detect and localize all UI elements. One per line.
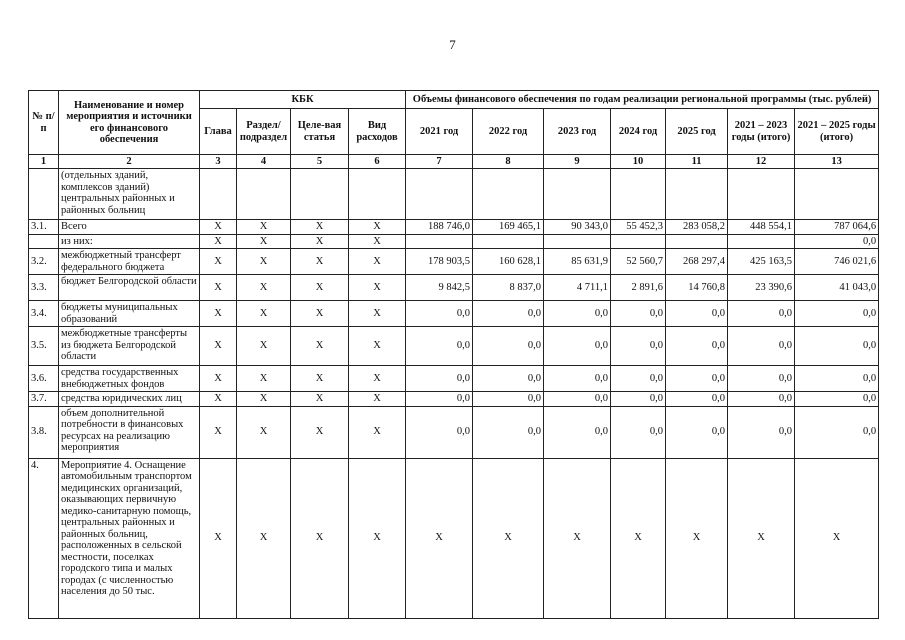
table-row: [29, 220, 879, 235]
value-cell: 0,0: [611, 392, 666, 407]
value-cell: 0,0: [795, 406, 879, 458]
value-cell: 169 465,1: [473, 220, 544, 235]
kbk-cell: X: [291, 275, 349, 301]
value-cell: X: [473, 458, 544, 618]
financing-table: [28, 90, 879, 619]
kbk-cell: X: [237, 234, 291, 249]
kbk-cell: X: [237, 249, 291, 275]
kbk-cell: X: [200, 366, 237, 392]
row-number-cell: 3.2.: [29, 249, 59, 275]
value-cell: [795, 169, 879, 220]
table-row: [29, 234, 879, 249]
kbk-cell: X: [291, 392, 349, 407]
kbk-cell: X: [349, 301, 406, 327]
value-cell: 448 554,1: [728, 220, 795, 235]
row-number-cell: [29, 234, 59, 249]
column-number: 11: [666, 155, 728, 169]
value-cell: X: [406, 458, 473, 618]
value-cell: 0,0: [666, 301, 728, 327]
column-number: 13: [795, 155, 879, 169]
header-year-col: 2022 год: [473, 109, 544, 155]
row-name-cell: Всего: [59, 220, 200, 235]
value-cell: 0,0: [728, 366, 795, 392]
value-cell: 0,0: [406, 327, 473, 366]
value-cell: 0,0: [728, 392, 795, 407]
header-year-col: 2021 – 2023 годы (итого): [728, 109, 795, 155]
row-number-cell: 3.7.: [29, 392, 59, 407]
header-year-col: 2025 год: [666, 109, 728, 155]
value-cell: 0,0: [728, 301, 795, 327]
page-number: 7: [449, 37, 456, 52]
row-number-cell: 3.6.: [29, 366, 59, 392]
column-number: 8: [473, 155, 544, 169]
value-cell: [406, 234, 473, 249]
value-cell: 9 842,5: [406, 275, 473, 301]
header-year-col: 2021 – 2025 годы (итого): [795, 109, 879, 155]
kbk-cell: X: [200, 392, 237, 407]
kbk-cell: X: [200, 406, 237, 458]
value-cell: 746 021,6: [795, 249, 879, 275]
kbk-cell: X: [349, 458, 406, 618]
column-number: 7: [406, 155, 473, 169]
value-cell: 0,0: [728, 406, 795, 458]
header-year-col: 2023 год: [544, 109, 611, 155]
value-cell: 0,0: [473, 366, 544, 392]
value-cell: [728, 234, 795, 249]
row-name-cell: бюджет Белгородской области: [59, 275, 200, 301]
column-number: 5: [291, 155, 349, 169]
row-number-cell: 3.1.: [29, 220, 59, 235]
value-cell: 0,0: [473, 327, 544, 366]
kbk-cell: X: [349, 366, 406, 392]
row-name-cell: из них:: [59, 234, 200, 249]
header-kbk-col: Вид расходов: [349, 109, 406, 155]
value-cell: 55 452,3: [611, 220, 666, 235]
table-row: [29, 458, 879, 618]
column-number: 9: [544, 155, 611, 169]
kbk-cell: X: [237, 301, 291, 327]
row-number-cell: 3.5.: [29, 327, 59, 366]
row-name-cell: объем дополнительной потребности в финансовых ресурсах на реализацию мероприятия: [59, 406, 200, 458]
value-cell: 0,0: [406, 301, 473, 327]
kbk-cell: X: [200, 301, 237, 327]
value-cell: 14 760,8: [666, 275, 728, 301]
kbk-cell: X: [237, 366, 291, 392]
row-number-cell: 3.4.: [29, 301, 59, 327]
value-cell: [544, 234, 611, 249]
kbk-cell: X: [349, 327, 406, 366]
table-row: [29, 169, 879, 220]
kbk-cell: X: [291, 301, 349, 327]
value-cell: 0,0: [666, 366, 728, 392]
kbk-cell: X: [200, 275, 237, 301]
header-kbk: КБК: [200, 91, 406, 109]
value-cell: 0,0: [795, 366, 879, 392]
header-year-col: 2021 год: [406, 109, 473, 155]
kbk-cell: X: [349, 406, 406, 458]
value-cell: [473, 234, 544, 249]
header-name: Наименование и номер мероприятия и источники его финансового обеспечения: [59, 91, 200, 155]
value-cell: 0,0: [544, 327, 611, 366]
kbk-cell: X: [200, 234, 237, 249]
table-row: [29, 406, 879, 458]
table-row: [29, 366, 879, 392]
kbk-cell: X: [349, 234, 406, 249]
value-cell: [728, 169, 795, 220]
table-row: [29, 301, 879, 327]
header-kbk-col: Раздел/ подраздел: [237, 109, 291, 155]
value-cell: 85 631,9: [544, 249, 611, 275]
table-row: [29, 275, 879, 301]
value-cell: 0,0: [666, 327, 728, 366]
value-cell: 0,0: [473, 406, 544, 458]
table-row: [29, 249, 879, 275]
kbk-cell: X: [237, 327, 291, 366]
value-cell: 787 064,6: [795, 220, 879, 235]
kbk-cell: X: [291, 327, 349, 366]
value-cell: X: [544, 458, 611, 618]
column-number: 6: [349, 155, 406, 169]
value-cell: 0,0: [544, 392, 611, 407]
value-cell: 0,0: [406, 406, 473, 458]
value-cell: 4 711,1: [544, 275, 611, 301]
value-cell: 90 343,0: [544, 220, 611, 235]
value-cell: [473, 169, 544, 220]
kbk-cell: X: [200, 327, 237, 366]
header-year-col: 2024 год: [611, 109, 666, 155]
value-cell: X: [666, 458, 728, 618]
row-name-cell: средства государственных внебюджетных фондов: [59, 366, 200, 392]
column-number: 2: [59, 155, 200, 169]
kbk-cell: [200, 169, 237, 220]
value-cell: 283 058,2: [666, 220, 728, 235]
value-cell: X: [795, 458, 879, 618]
value-cell: 0,0: [611, 406, 666, 458]
value-cell: [666, 169, 728, 220]
kbk-cell: X: [349, 220, 406, 235]
value-cell: 178 903,5: [406, 249, 473, 275]
value-cell: 0,0: [795, 327, 879, 366]
value-cell: 52 560,7: [611, 249, 666, 275]
kbk-cell: [291, 169, 349, 220]
kbk-cell: X: [291, 366, 349, 392]
value-cell: [406, 169, 473, 220]
value-cell: 0,0: [728, 327, 795, 366]
kbk-cell: [349, 169, 406, 220]
table-row: [29, 392, 879, 407]
value-cell: [544, 169, 611, 220]
value-cell: 0,0: [611, 301, 666, 327]
kbk-cell: X: [291, 458, 349, 618]
value-cell: 268 297,4: [666, 249, 728, 275]
value-cell: X: [728, 458, 795, 618]
row-name-cell: бюджеты муниципальных образований: [59, 301, 200, 327]
row-number-cell: 4.: [29, 458, 59, 618]
row-name-cell: межбюджетный трансферт федерального бюджета: [59, 249, 200, 275]
kbk-cell: X: [200, 249, 237, 275]
value-cell: [666, 234, 728, 249]
table-row: [29, 327, 879, 366]
kbk-cell: X: [237, 275, 291, 301]
value-cell: 425 163,5: [728, 249, 795, 275]
row-number-cell: [29, 169, 59, 220]
kbk-cell: X: [237, 406, 291, 458]
value-cell: 0,0: [544, 366, 611, 392]
row-name-cell: межбюджетные трансферты из бюджета Белгородской области: [59, 327, 200, 366]
kbk-cell: X: [349, 249, 406, 275]
value-cell: 0,0: [544, 406, 611, 458]
value-cell: 0,0: [795, 234, 879, 249]
value-cell: 2 891,6: [611, 275, 666, 301]
value-cell: 0,0: [406, 392, 473, 407]
kbk-cell: X: [349, 392, 406, 407]
value-cell: [611, 234, 666, 249]
column-number: 1: [29, 155, 59, 169]
column-number: 4: [237, 155, 291, 169]
value-cell: 188 746,0: [406, 220, 473, 235]
kbk-cell: X: [237, 220, 291, 235]
kbk-cell: X: [200, 220, 237, 235]
column-number-row: [29, 155, 879, 169]
kbk-cell: X: [200, 458, 237, 618]
kbk-cell: X: [237, 458, 291, 618]
column-number: 12: [728, 155, 795, 169]
value-cell: X: [611, 458, 666, 618]
value-cell: 0,0: [406, 366, 473, 392]
value-cell: 0,0: [795, 301, 879, 327]
value-cell: 41 043,0: [795, 275, 879, 301]
row-name-cell: средства юридических лиц: [59, 392, 200, 407]
row-name-cell: Мероприятие 4. Оснащение автомобильным транспортом медицинских организаций, оказывающих первичную медико-санитарную помощь, центральных районных и районных больниц, расположенных в сельской местности, поселках городского типа и малых городах (с численностью населения до 50 тыс.: [59, 458, 200, 618]
header-kbk-col: Глава: [200, 109, 237, 155]
kbk-cell: X: [349, 275, 406, 301]
kbk-cell: X: [237, 392, 291, 407]
kbk-cell: X: [291, 249, 349, 275]
header-num: № п/п: [29, 91, 59, 155]
column-number: 3: [200, 155, 237, 169]
kbk-cell: X: [291, 220, 349, 235]
value-cell: 0,0: [611, 327, 666, 366]
row-number-cell: 3.8.: [29, 406, 59, 458]
value-cell: [611, 169, 666, 220]
value-cell: 0,0: [795, 392, 879, 407]
header-volumes: Объемы финансового обеспечения по годам реализации региональной программы (тыс. рублей): [406, 91, 879, 109]
value-cell: 0,0: [666, 392, 728, 407]
row-number-cell: 3.3.: [29, 275, 59, 301]
kbk-cell: X: [291, 234, 349, 249]
value-cell: 0,0: [473, 392, 544, 407]
row-name-cell: (отдельных зданий, комплексов зданий) центральных районных и районных больниц: [59, 169, 200, 220]
header-kbk-col: Целе-вая статья: [291, 109, 349, 155]
value-cell: 0,0: [611, 366, 666, 392]
kbk-cell: X: [291, 406, 349, 458]
value-cell: 23 390,6: [728, 275, 795, 301]
value-cell: 8 837,0: [473, 275, 544, 301]
column-number: 10: [611, 155, 666, 169]
value-cell: 0,0: [666, 406, 728, 458]
value-cell: 0,0: [473, 301, 544, 327]
value-cell: 160 628,1: [473, 249, 544, 275]
value-cell: 0,0: [544, 301, 611, 327]
kbk-cell: [237, 169, 291, 220]
